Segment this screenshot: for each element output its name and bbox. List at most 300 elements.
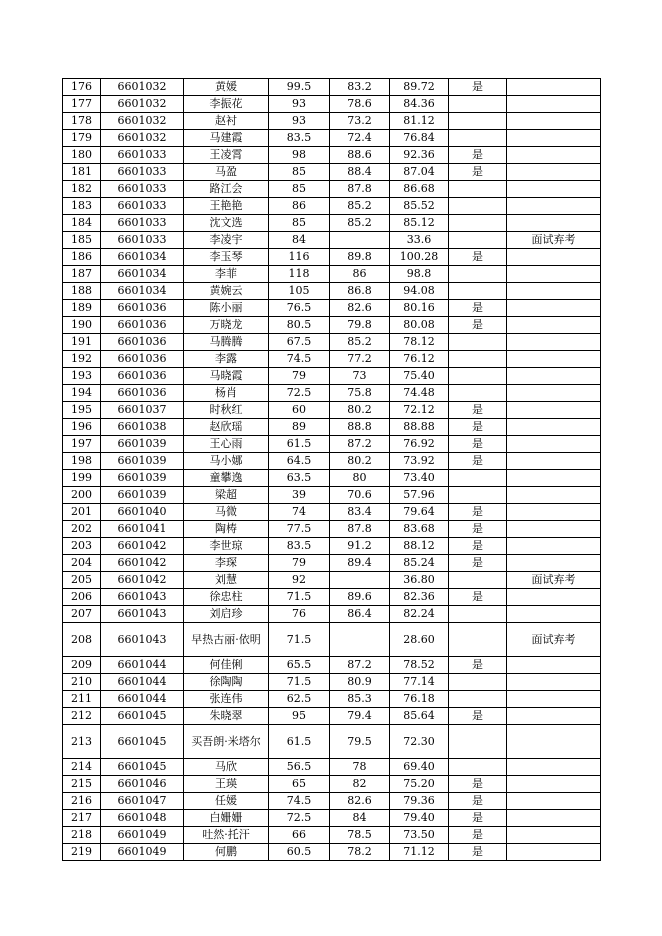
cell-remark [507, 198, 601, 215]
cell-remark [507, 402, 601, 419]
cell-pass-flag [449, 351, 507, 368]
cell-final-score: 57.96 [390, 487, 449, 504]
table-row [63, 181, 601, 198]
cell-name: 马欣 [184, 759, 269, 776]
cell-remark [507, 283, 601, 300]
table-row [63, 487, 601, 504]
table-row [63, 249, 601, 266]
cell-seq: 179 [63, 130, 101, 147]
cell-code: 6601045 [101, 725, 184, 759]
cell-pass-flag: 是 [449, 827, 507, 844]
cell-final-score: 86.68 [390, 181, 449, 198]
cell-interview-score: 86 [330, 266, 390, 283]
cell-name: 吐然·托汗 [184, 827, 269, 844]
cell-final-score: 85.52 [390, 198, 449, 215]
cell-interview-score: 83.2 [330, 79, 390, 96]
cell-remark [507, 300, 601, 317]
table-row [63, 436, 601, 453]
table-row [63, 657, 601, 674]
table-row [63, 130, 601, 147]
table-row [63, 147, 601, 164]
cell-seq: 194 [63, 385, 101, 402]
cell-seq: 190 [63, 317, 101, 334]
cell-name: 李世琼 [184, 538, 269, 555]
cell-name: 黄婉云 [184, 283, 269, 300]
cell-pass-flag: 是 [449, 419, 507, 436]
cell-seq: 197 [63, 436, 101, 453]
cell-name: 马盈 [184, 164, 269, 181]
table-row [63, 232, 601, 249]
cell-seq: 181 [63, 164, 101, 181]
cell-code: 6601034 [101, 249, 184, 266]
cell-interview-score: 88.8 [330, 419, 390, 436]
cell-pass-flag: 是 [449, 657, 507, 674]
cell-remark [507, 725, 601, 759]
cell-final-score: 76.84 [390, 130, 449, 147]
table-row [63, 708, 601, 725]
cell-code: 6601033 [101, 147, 184, 164]
cell-code: 6601043 [101, 623, 184, 657]
cell-code: 6601033 [101, 164, 184, 181]
cell-written-score: 65.5 [269, 657, 330, 674]
cell-written-score: 85 [269, 181, 330, 198]
cell-pass-flag: 是 [449, 844, 507, 861]
cell-code: 6601037 [101, 402, 184, 419]
cell-pass-flag [449, 674, 507, 691]
cell-final-score: 78.52 [390, 657, 449, 674]
cell-seq: 214 [63, 759, 101, 776]
cell-final-score: 36.80 [390, 572, 449, 589]
cell-interview-score: 78.5 [330, 827, 390, 844]
cell-name: 李琛 [184, 555, 269, 572]
cell-seq: 189 [63, 300, 101, 317]
table-row [63, 113, 601, 130]
cell-name: 马微 [184, 504, 269, 521]
cell-remark [507, 317, 601, 334]
cell-final-score: 81.12 [390, 113, 449, 130]
cell-pass-flag [449, 385, 507, 402]
cell-written-score: 61.5 [269, 436, 330, 453]
cell-final-score: 72.12 [390, 402, 449, 419]
cell-final-score: 75.20 [390, 776, 449, 793]
cell-interview-score: 79.4 [330, 708, 390, 725]
cell-remark [507, 385, 601, 402]
cell-code: 6601044 [101, 674, 184, 691]
cell-seq: 186 [63, 249, 101, 266]
cell-code: 6601041 [101, 521, 184, 538]
cell-remark [507, 504, 601, 521]
cell-name: 陶梼 [184, 521, 269, 538]
cell-name: 王艳艳 [184, 198, 269, 215]
cell-written-score: 67.5 [269, 334, 330, 351]
cell-remark [507, 453, 601, 470]
cell-code: 6601042 [101, 555, 184, 572]
cell-interview-score: 75.8 [330, 385, 390, 402]
cell-interview-score: 80.2 [330, 453, 390, 470]
cell-written-score: 105 [269, 283, 330, 300]
cell-final-score: 77.14 [390, 674, 449, 691]
cell-final-score: 85.12 [390, 215, 449, 232]
cell-name: 李露 [184, 351, 269, 368]
cell-final-score: 71.12 [390, 844, 449, 861]
table-row [63, 351, 601, 368]
table-row [63, 402, 601, 419]
cell-pass-flag [449, 572, 507, 589]
cell-interview-score: 80 [330, 470, 390, 487]
cell-name: 任媛 [184, 793, 269, 810]
cell-remark [507, 487, 601, 504]
cell-written-score: 89 [269, 419, 330, 436]
cell-pass-flag: 是 [449, 589, 507, 606]
cell-interview-score: 89.4 [330, 555, 390, 572]
cell-code: 6601036 [101, 368, 184, 385]
table-row [63, 827, 601, 844]
cell-seq: 182 [63, 181, 101, 198]
cell-written-score: 74.5 [269, 793, 330, 810]
cell-seq: 178 [63, 113, 101, 130]
cell-seq: 205 [63, 572, 101, 589]
cell-written-score: 77.5 [269, 521, 330, 538]
cell-pass-flag [449, 266, 507, 283]
cell-seq: 204 [63, 555, 101, 572]
table-row [63, 198, 601, 215]
cell-written-score: 63.5 [269, 470, 330, 487]
cell-code: 6601039 [101, 487, 184, 504]
cell-written-score: 86 [269, 198, 330, 215]
table-row [63, 606, 601, 623]
table-row [63, 572, 601, 589]
cell-pass-flag: 是 [449, 147, 507, 164]
cell-name: 张连伟 [184, 691, 269, 708]
cell-remark [507, 538, 601, 555]
table-row [63, 810, 601, 827]
table-row [63, 623, 601, 657]
cell-code: 6601039 [101, 453, 184, 470]
cell-final-score: 85.64 [390, 708, 449, 725]
cell-seq: 180 [63, 147, 101, 164]
cell-pass-flag [449, 96, 507, 113]
cell-pass-flag: 是 [449, 521, 507, 538]
cell-pass-flag: 是 [449, 300, 507, 317]
cell-interview-score: 78.2 [330, 844, 390, 861]
cell-interview-score: 70.6 [330, 487, 390, 504]
cell-written-score: 79 [269, 368, 330, 385]
cell-seq: 193 [63, 368, 101, 385]
cell-remark [507, 827, 601, 844]
cell-written-score: 65 [269, 776, 330, 793]
cell-interview-score: 89.6 [330, 589, 390, 606]
cell-final-score: 76.18 [390, 691, 449, 708]
cell-written-score: 56.5 [269, 759, 330, 776]
cell-code: 6601032 [101, 113, 184, 130]
cell-seq: 206 [63, 589, 101, 606]
cell-code: 6601049 [101, 827, 184, 844]
cell-interview-score: 91.2 [330, 538, 390, 555]
cell-pass-flag [449, 487, 507, 504]
table-row [63, 759, 601, 776]
cell-name: 朱晓翠 [184, 708, 269, 725]
table-row [63, 385, 601, 402]
cell-seq: 202 [63, 521, 101, 538]
cell-pass-flag [449, 691, 507, 708]
cell-written-score: 71.5 [269, 589, 330, 606]
cell-pass-flag [449, 725, 507, 759]
table-row [63, 300, 601, 317]
cell-seq: 187 [63, 266, 101, 283]
cell-seq: 185 [63, 232, 101, 249]
cell-name: 马建霞 [184, 130, 269, 147]
cell-final-score: 85.24 [390, 555, 449, 572]
cell-name: 马小娜 [184, 453, 269, 470]
cell-pass-flag: 是 [449, 793, 507, 810]
cell-remark: 面试弃考 [507, 232, 601, 249]
cell-code: 6601045 [101, 708, 184, 725]
cell-remark [507, 181, 601, 198]
cell-remark [507, 810, 601, 827]
table-row [63, 334, 601, 351]
cell-seq: 195 [63, 402, 101, 419]
cell-interview-score: 88.4 [330, 164, 390, 181]
cell-code: 6601036 [101, 334, 184, 351]
cell-remark [507, 555, 601, 572]
cell-interview-score: 83.4 [330, 504, 390, 521]
cell-written-score: 60.5 [269, 844, 330, 861]
cell-final-score: 74.48 [390, 385, 449, 402]
cell-final-score: 82.36 [390, 589, 449, 606]
cell-code: 6601046 [101, 776, 184, 793]
cell-written-score: 93 [269, 96, 330, 113]
cell-interview-score: 85.2 [330, 215, 390, 232]
cell-final-score: 78.12 [390, 334, 449, 351]
cell-name: 赵衬 [184, 113, 269, 130]
cell-remark [507, 674, 601, 691]
cell-name: 买吾朗·米塔尔 [184, 725, 269, 759]
cell-pass-flag [449, 623, 507, 657]
cell-seq: 207 [63, 606, 101, 623]
cell-name: 赵欣瑶 [184, 419, 269, 436]
cell-final-score: 79.36 [390, 793, 449, 810]
cell-name: 徐忠柱 [184, 589, 269, 606]
cell-seq: 215 [63, 776, 101, 793]
cell-name: 路江会 [184, 181, 269, 198]
table-row [63, 674, 601, 691]
table-row [63, 453, 601, 470]
cell-code: 6601047 [101, 793, 184, 810]
cell-final-score: 76.92 [390, 436, 449, 453]
cell-interview-score: 84 [330, 810, 390, 827]
cell-name: 王心雨 [184, 436, 269, 453]
cell-final-score: 33.6 [390, 232, 449, 249]
cell-remark [507, 436, 601, 453]
cell-interview-score: 80.9 [330, 674, 390, 691]
cell-code: 6601040 [101, 504, 184, 521]
cell-code: 6601032 [101, 79, 184, 96]
cell-code: 6601048 [101, 810, 184, 827]
cell-remark [507, 657, 601, 674]
cell-written-score: 85 [269, 164, 330, 181]
cell-name: 徐陶陶 [184, 674, 269, 691]
cell-final-score: 73.40 [390, 470, 449, 487]
cell-code: 6601039 [101, 436, 184, 453]
cell-final-score: 28.60 [390, 623, 449, 657]
table-row [63, 79, 601, 96]
table-row [63, 538, 601, 555]
cell-name: 万晓龙 [184, 317, 269, 334]
cell-seq: 208 [63, 623, 101, 657]
cell-pass-flag: 是 [449, 708, 507, 725]
cell-pass-flag [449, 232, 507, 249]
cell-final-score: 76.12 [390, 351, 449, 368]
cell-remark [507, 351, 601, 368]
cell-code: 6601044 [101, 691, 184, 708]
cell-written-score: 95 [269, 708, 330, 725]
cell-final-score: 87.04 [390, 164, 449, 181]
cell-name: 刘慧 [184, 572, 269, 589]
cell-remark [507, 606, 601, 623]
cell-final-score: 84.36 [390, 96, 449, 113]
cell-pass-flag [449, 606, 507, 623]
cell-remark [507, 368, 601, 385]
cell-code: 6601034 [101, 266, 184, 283]
cell-interview-score: 85.2 [330, 334, 390, 351]
cell-interview-score: 82 [330, 776, 390, 793]
cell-written-score: 93 [269, 113, 330, 130]
cell-remark [507, 249, 601, 266]
cell-interview-score: 87.2 [330, 657, 390, 674]
cell-name: 梁超 [184, 487, 269, 504]
cell-code: 6601034 [101, 283, 184, 300]
cell-remark [507, 334, 601, 351]
table-row [63, 283, 601, 300]
cell-written-score: 83.5 [269, 538, 330, 555]
cell-pass-flag [449, 198, 507, 215]
cell-remark [507, 266, 601, 283]
cell-pass-flag [449, 759, 507, 776]
cell-interview-score: 82.6 [330, 793, 390, 810]
cell-interview-score: 78.6 [330, 96, 390, 113]
cell-code: 6601033 [101, 181, 184, 198]
cell-code: 6601049 [101, 844, 184, 861]
cell-pass-flag [449, 113, 507, 130]
cell-pass-flag: 是 [449, 776, 507, 793]
cell-pass-flag: 是 [449, 436, 507, 453]
cell-interview-score: 77.2 [330, 351, 390, 368]
cell-written-score: 39 [269, 487, 330, 504]
cell-interview-score: 78 [330, 759, 390, 776]
cell-remark: 面试弃考 [507, 623, 601, 657]
cell-remark [507, 147, 601, 164]
cell-interview-score: 79.5 [330, 725, 390, 759]
cell-code: 6601032 [101, 96, 184, 113]
cell-remark [507, 691, 601, 708]
cell-pass-flag: 是 [449, 164, 507, 181]
cell-final-score: 79.64 [390, 504, 449, 521]
cell-final-score: 88.88 [390, 419, 449, 436]
cell-written-score: 74 [269, 504, 330, 521]
cell-seq: 201 [63, 504, 101, 521]
cell-seq: 219 [63, 844, 101, 861]
cell-written-score: 116 [269, 249, 330, 266]
cell-seq: 210 [63, 674, 101, 691]
cell-written-score: 98 [269, 147, 330, 164]
table-row [63, 776, 601, 793]
cell-seq: 211 [63, 691, 101, 708]
cell-name: 早热古丽·依明 [184, 623, 269, 657]
cell-remark [507, 793, 601, 810]
cell-final-score: 72.30 [390, 725, 449, 759]
cell-written-score: 80.5 [269, 317, 330, 334]
cell-seq: 209 [63, 657, 101, 674]
cell-pass-flag: 是 [449, 453, 507, 470]
cell-final-score: 88.12 [390, 538, 449, 555]
cell-code: 6601043 [101, 606, 184, 623]
cell-seq: 191 [63, 334, 101, 351]
cell-code: 6601043 [101, 589, 184, 606]
table-row [63, 419, 601, 436]
cell-written-score: 64.5 [269, 453, 330, 470]
cell-remark [507, 164, 601, 181]
table-row [63, 317, 601, 334]
cell-pass-flag [449, 215, 507, 232]
score-table-body [63, 79, 601, 861]
table-row [63, 266, 601, 283]
cell-code: 6601045 [101, 759, 184, 776]
cell-written-score: 83.5 [269, 130, 330, 147]
cell-interview-score: 88.6 [330, 147, 390, 164]
cell-code: 6601036 [101, 300, 184, 317]
cell-name: 李凌宇 [184, 232, 269, 249]
cell-interview-score: 87.8 [330, 181, 390, 198]
cell-remark [507, 130, 601, 147]
cell-seq: 217 [63, 810, 101, 827]
cell-interview-score: 79.8 [330, 317, 390, 334]
cell-written-score: 118 [269, 266, 330, 283]
cell-pass-flag: 是 [449, 402, 507, 419]
cell-interview-score: 86.4 [330, 606, 390, 623]
cell-interview-score: 72.4 [330, 130, 390, 147]
table-row [63, 844, 601, 861]
cell-written-score: 71.5 [269, 623, 330, 657]
cell-remark [507, 96, 601, 113]
cell-seq: 188 [63, 283, 101, 300]
cell-interview-score: 87.2 [330, 436, 390, 453]
score-table [62, 78, 601, 861]
cell-seq: 212 [63, 708, 101, 725]
cell-final-score: 79.40 [390, 810, 449, 827]
cell-written-score: 79 [269, 555, 330, 572]
cell-name: 马晓霞 [184, 368, 269, 385]
cell-seq: 213 [63, 725, 101, 759]
cell-remark [507, 776, 601, 793]
cell-final-score: 94.08 [390, 283, 449, 300]
cell-final-score: 92.36 [390, 147, 449, 164]
cell-name: 王瑛 [184, 776, 269, 793]
cell-final-score: 98.8 [390, 266, 449, 283]
cell-interview-score: 85.3 [330, 691, 390, 708]
cell-seq: 198 [63, 453, 101, 470]
cell-final-score: 75.40 [390, 368, 449, 385]
cell-remark [507, 844, 601, 861]
cell-seq: 200 [63, 487, 101, 504]
cell-interview-score [330, 572, 390, 589]
cell-pass-flag: 是 [449, 810, 507, 827]
cell-interview-score: 89.8 [330, 249, 390, 266]
cell-written-score: 84 [269, 232, 330, 249]
cell-written-score: 85 [269, 215, 330, 232]
cell-name: 何佳俐 [184, 657, 269, 674]
cell-seq: 199 [63, 470, 101, 487]
cell-code: 6601042 [101, 538, 184, 555]
